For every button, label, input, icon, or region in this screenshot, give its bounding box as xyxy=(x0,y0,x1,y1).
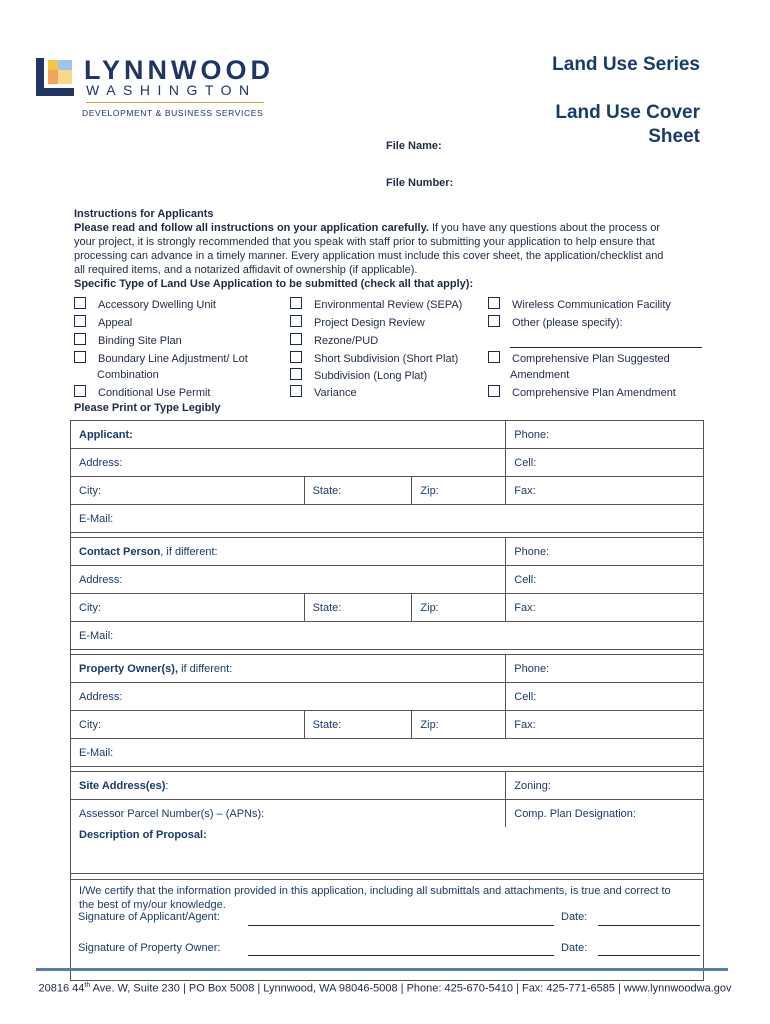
sig-owner-label: Signature of Property Owner: xyxy=(78,942,221,954)
table-row xyxy=(71,827,704,874)
table-row xyxy=(71,477,704,505)
checkbox-comp-plan-suggested-cont: Amendment xyxy=(510,369,570,381)
sig-applicant-date-line[interactable] xyxy=(598,925,700,926)
contact-zip-field[interactable]: Zip: xyxy=(412,594,506,622)
owner-email-field[interactable]: E-Mail: xyxy=(71,739,704,767)
logo-state: WASHINGTON xyxy=(86,82,257,98)
owner-phone-field[interactable]: Phone: xyxy=(506,655,704,683)
contact-cell-field[interactable]: Cell: xyxy=(506,566,704,594)
checkbox-other[interactable]: Other (please specify): xyxy=(488,315,623,330)
checkbox-binding-site-plan[interactable]: Binding Site Plan xyxy=(74,333,182,348)
sig-applicant-line[interactable] xyxy=(248,925,554,926)
checkbox-rezone[interactable]: Rezone/PUD xyxy=(290,333,378,348)
site-address-field[interactable]: Site Address(es): xyxy=(71,772,506,800)
owner-city-field[interactable]: City: xyxy=(71,711,305,739)
table-row xyxy=(71,566,704,594)
file-name-label: File Name: xyxy=(386,140,442,152)
table-row xyxy=(71,711,704,739)
checkbox-long-plat[interactable]: Subdivision (Long Plat) xyxy=(290,368,427,383)
checkbox-wireless[interactable]: Wireless Communication Facility xyxy=(488,297,671,312)
apn-field[interactable]: Assessor Parcel Number(s) – (APNs): xyxy=(71,800,506,828)
lynnwood-logo-mark-icon xyxy=(36,58,74,96)
contact-field[interactable]: Contact Person, if different: xyxy=(71,538,506,566)
contact-email-field[interactable]: E-Mail: xyxy=(71,622,704,650)
print-legibly: Please Print or Type Legibly xyxy=(74,402,221,414)
sig-applicant-date-label: Date: xyxy=(561,911,588,923)
applicant-cell-field[interactable]: Cell: xyxy=(506,449,704,477)
certification-block: I/We certify that the information provided in this application, including all submittals and attachments, is true and correct to the best of my/our knowledge. xyxy=(71,880,704,981)
checkbox-comp-plan-suggested[interactable]: Comprehensive Plan Suggested xyxy=(488,351,670,366)
table-row xyxy=(71,800,704,828)
checkbox-comp-plan-amendment[interactable]: Comprehensive Plan Amendment xyxy=(488,385,676,400)
sig-owner-date-line[interactable] xyxy=(598,955,700,956)
applicant-zip-field[interactable]: Zip: xyxy=(412,477,506,505)
comp-plan-field[interactable]: Comp. Plan Designation: xyxy=(506,800,704,828)
checkbox-accessory-dwelling[interactable]: Accessory Dwelling Unit xyxy=(74,297,216,312)
logo-name: LYNNWOOD xyxy=(84,55,275,85)
applicant-fax-field[interactable]: Fax: xyxy=(506,477,704,505)
table-row xyxy=(71,538,704,566)
sig-owner-line[interactable] xyxy=(248,955,554,956)
applicant-form-table xyxy=(70,420,704,981)
logo-divider xyxy=(86,102,264,103)
footer-address: 20816 44th Ave. W, Suite 230 | PO Box 5008 | Lynnwood, WA 98046-5008 | Phone: 425-670-5410 | Fax: 425-771-6585 | www.lynnwoodwa.gov xyxy=(38,982,732,995)
series-title: Land Use Series xyxy=(552,54,700,75)
applicant-email-field[interactable]: E-Mail: xyxy=(71,505,704,533)
checkbox-short-plat[interactable]: Short Subdivision (Short Plat) xyxy=(290,351,458,366)
page-title: Land Use Cover Sheet xyxy=(555,102,700,147)
contact-address-field[interactable]: Address: xyxy=(71,566,506,594)
contact-phone-field[interactable]: Phone: xyxy=(506,538,704,566)
types-heading: Specific Type of Land Use Application to be submitted (check all that apply): xyxy=(74,278,474,290)
checkbox-variance[interactable]: Variance xyxy=(290,385,357,400)
sig-applicant-label: Signature of Applicant/Agent: xyxy=(78,911,220,923)
table-row xyxy=(71,421,704,449)
checkbox-boundary-line[interactable]: Boundary Line Adjustment/ Lot xyxy=(74,351,248,366)
checkbox-conditional-use[interactable]: Conditional Use Permit xyxy=(74,385,211,400)
table-row xyxy=(71,449,704,477)
instructions-heading: Instructions for Applicants xyxy=(74,208,214,220)
instructions-bold: Please read and follow all instructions on your application carefully. xyxy=(74,222,429,234)
checkbox-appeal[interactable]: Appeal xyxy=(74,315,132,330)
contact-fax-field[interactable]: Fax: xyxy=(506,594,704,622)
file-number-label: File Number: xyxy=(386,177,454,189)
instructions: Instructions for Applicants Please read and follow all instructions on your application carefully. If you have any questions about the process or your project, it is strongly recommended that you speak with staff prior to submitting your application to help ensure that processing can advance in a timely manner. Every application must include this cover sheet, the application/checklist and all required items, and a notarized affidavit of ownership (if applicable). Specific Type of Land Use Application to be submitted (check all that apply): xyxy=(74,207,694,291)
contact-state-field[interactable]: State: xyxy=(304,594,412,622)
applicant-state-field[interactable]: State: xyxy=(304,477,412,505)
table-row xyxy=(71,739,704,767)
table-row xyxy=(71,772,704,800)
footer-rule xyxy=(36,968,728,971)
owner-address-field[interactable]: Address: xyxy=(71,683,506,711)
applicant-city-field[interactable]: City: xyxy=(71,477,305,505)
table-row xyxy=(71,622,704,650)
sig-owner-date-label: Date: xyxy=(561,942,588,954)
contact-city-field[interactable]: City: xyxy=(71,594,305,622)
applicant-phone-field[interactable]: Phone: xyxy=(506,421,704,449)
other-specify-line[interactable] xyxy=(510,347,702,348)
table-row xyxy=(71,683,704,711)
logo-dept: DEVELOPMENT & BUSINESS SERVICES xyxy=(82,108,264,118)
table-row xyxy=(71,505,704,533)
owner-zip-field[interactable]: Zip: xyxy=(412,711,506,739)
description-field[interactable]: Description of Proposal: xyxy=(71,827,704,874)
owner-fax-field[interactable]: Fax: xyxy=(506,711,704,739)
applicant-field[interactable]: Applicant: xyxy=(71,421,506,449)
table-row xyxy=(71,594,704,622)
owner-state-field[interactable]: State: xyxy=(304,711,412,739)
owner-cell-field[interactable]: Cell: xyxy=(506,683,704,711)
applicant-address-field[interactable]: Address: xyxy=(71,449,506,477)
checkbox-sepa[interactable]: Environmental Review (SEPA) xyxy=(290,297,462,312)
owner-field[interactable]: Property Owner(s), if different: xyxy=(71,655,506,683)
table-row xyxy=(71,655,704,683)
checkbox-boundary-line-cont: Combination xyxy=(97,369,159,381)
checkbox-design-review[interactable]: Project Design Review xyxy=(290,315,425,330)
table-row xyxy=(71,880,704,981)
zoning-field[interactable]: Zoning: xyxy=(506,772,704,800)
